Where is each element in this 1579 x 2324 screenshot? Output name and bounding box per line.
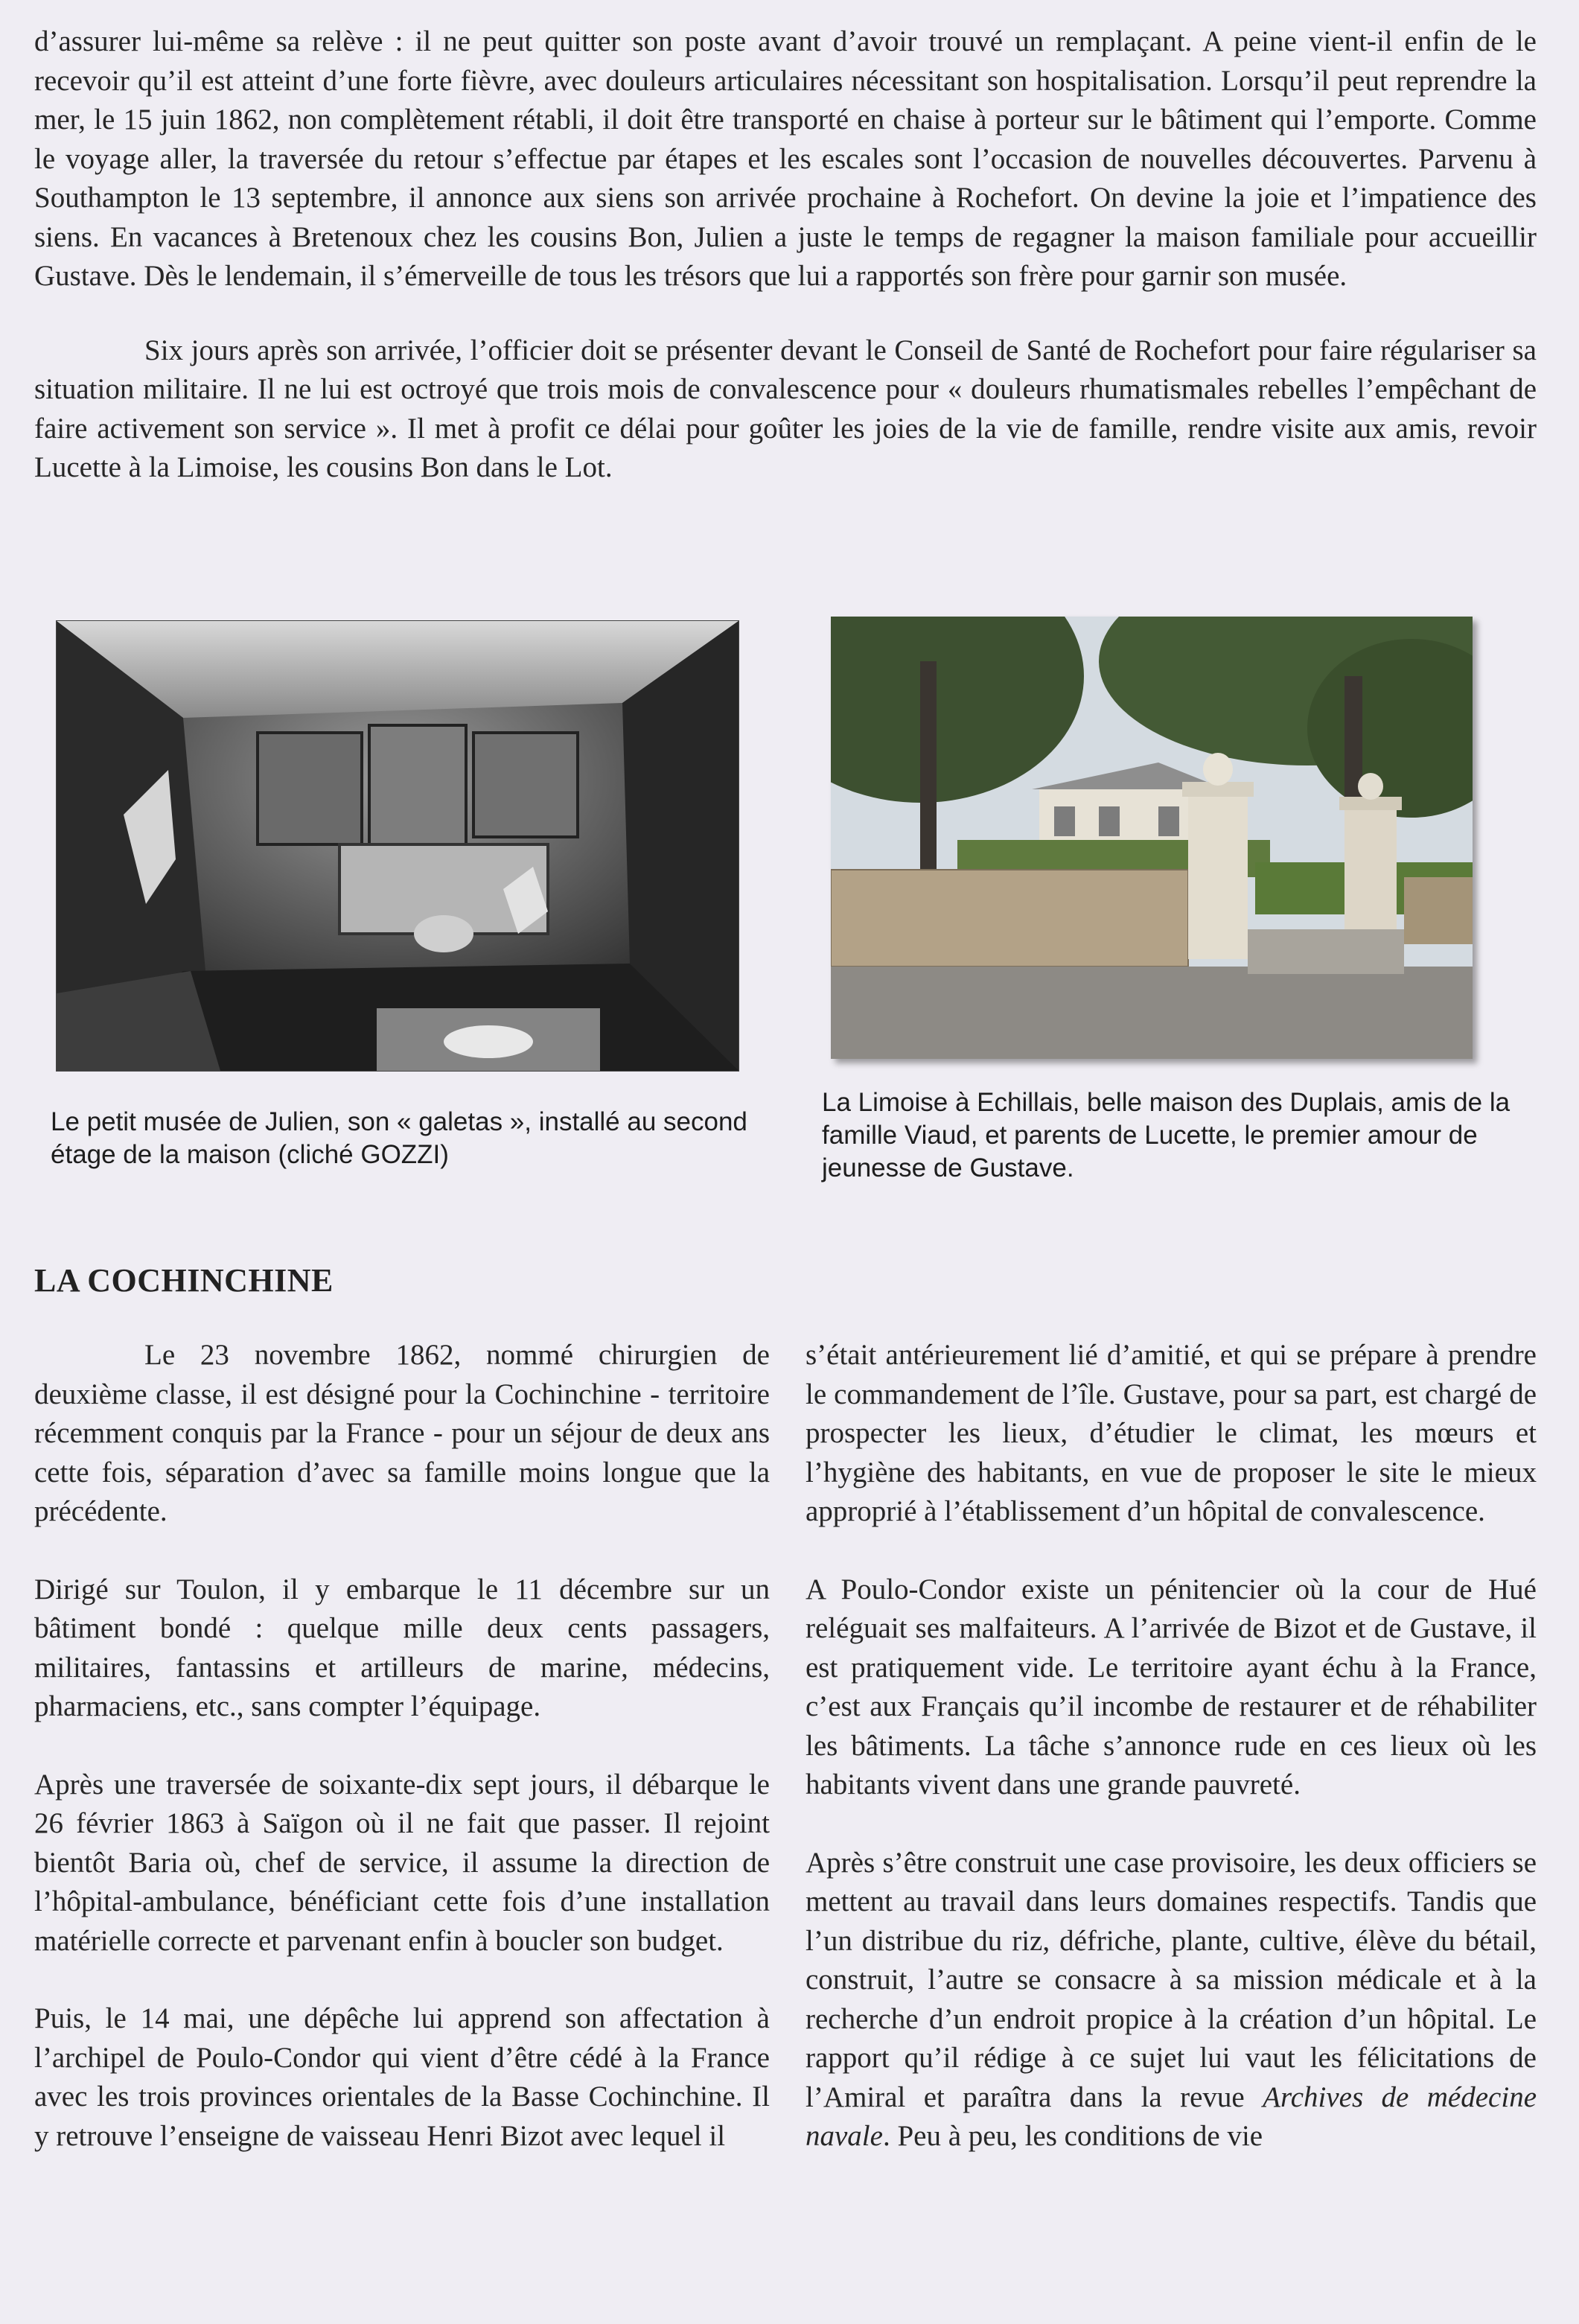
- left-paragraph-1: Le 23 novembre 1862, nommé chirurgien de deuxième classe, il est désigné pour la Cochinchine - territoire récemment conquis par la France - pour un séjour de deux ans cette fois, séparation d’avec sa famille moins longue que la précédente.: [34, 1339, 770, 1527]
- right-paragraph-3: [806, 1844, 1537, 2156]
- intro-text: [34, 22, 1537, 488]
- limoise-photo-caption: La Limoise à Echillais, belle maison des Duplais, amis de la famille Viaud, et parents de Lucette, le premier amour de jeunesse de Gustave.: [822, 1088, 1511, 1182]
- journal-title: Archives de médecine navale: [806, 2081, 1537, 2152]
- right-column: [806, 1336, 1537, 2156]
- right-paragraph-3-end: . Peu à peu, les conditions de vie: [882, 2120, 1263, 2152]
- left-paragraph-4: Puis, le 14 mai, une dépêche lui apprend son affectation à l’archipel de Poulo-Condor qui vient d’être cédé à la France avec les trois provinces orientales de la Basse Cochinchine. Il y retrouve l’enseigne de vaisseau Henri Bizot avec lequel il: [34, 2002, 770, 2152]
- museum-photo: [57, 621, 739, 1071]
- intro-paragraph-1: d’assurer lui-même sa relève : il ne peut quitter son poste avant d’avoir trouvé un remplaçant. A peine vient-il enfin de le recevoir qu’il est atteint d’une forte fièvre, avec douleurs articulaires nécessitant son hospitalisation. Lorsqu’il peut reprendre la mer, le 15 juin 1862, non complètement rétabli, il doit être transporté en chaise à porteur sur le bâtiment qui l’emporte. Comme le voyage aller, la traversée du retour s’effectue par étapes et les escales sont l’occasion de nouvelles découvertes. Parvenu à Southampton le 13 septembre, il annonce aux siens son arrivée prochaine à Rochefort. On devine la joie et l’impatience des siens. En vacances à Bretenoux chez les cousins Bon, Julien a juste le temps de regagner la maison familiale pour accueillir Gustave. Dès le lendemain, il s’émerveille de tous les trésors que lui a rapportés son frère pour garnir son musée.: [34, 25, 1537, 292]
- section-title: LA COCHINCHINE: [34, 1262, 334, 1299]
- limoise-photo: [831, 617, 1473, 1059]
- left-paragraph-2: Dirigé sur Toulon, il y embarque le 11 décembre sur un bâtiment bondé : quelque mille deux cents passagers, militaires, fantassins et artilleurs de marine, médecins, pharmaciens, etc., sans compter l’équipage.: [34, 1573, 770, 1722]
- museum-photo-image: [57, 621, 739, 1071]
- right-paragraph-2: A Poulo-Condor existe un pénitencier où la cour de Hué reléguait ses malfaiteurs. A l’arrivée de Bizot et de Gustave, il est pratiquement vide. Le territoire ayant échu à la France, c’est aux Français qu’il incombe de restaurer et de réhabiliter les bâtiments. La tâche s’annonce rude en ces lieux où les habitants vivent dans une grande pauvreté.: [806, 1573, 1537, 1801]
- limoise-photo-image: [831, 617, 1473, 1059]
- right-paragraph-3-text: Après s’être construit une case provisoire, les deux officiers se mettent au travail dans leurs domaines respectifs. Tandis que l’un distribue du riz, défriche, plante, cultive, élève du bétail, construit, l’autre se consacre à sa mission médicale et à la recherche d’un endroit propice à la création d’un hôpital. Le rapport qu’il rédige à ce sujet lui vaut les félicitations de l’Amiral et paraîtra dans la revue: [806, 1846, 1537, 2113]
- left-paragraph-3: Après une traversée de soixante-dix sept jours, il débarque le 26 février 1863 à Saïgon où il ne fait que passer. Il rejoint bientôt Baria où, chef de service, il assume la direction de l’hôpital-ambulance, bénéficiant cette fois d’une installation matérielle correcte et parvenant enfin à boucler son budget.: [34, 1768, 770, 1957]
- museum-photo-caption: Le petit musée de Julien, son « galetas », installé au second étage de la maison (cliché GOZZI): [51, 1107, 747, 1169]
- right-paragraph-1: s’était antérieurement lié d’amitié, et qui se prépare à prendre le commandement de l’île. Gustave, pour sa part, est chargé de prospecter les lieux, d’étudier le climat, les mœurs et l’hygiène des habitants, en vue de proposer le site le mieux approprié à l’établissement d’un hôpital de convalescence.: [806, 1339, 1537, 1527]
- left-column: [34, 1336, 770, 2156]
- intro-paragraph-2: Six jours après son arrivée, l’officier doit se présenter devant le Conseil de Santé de Rochefort pour faire régulariser sa situation militaire. Il ne lui est octroyé que trois mois de convalescence pour « douleurs rhumatismales rebelles l’empêchant de faire activement son service ». Il met à profit ce délai pour goûter les joies de la vie de famille, rendre visite aux amis, revoir Lucette à la Limoise, les cousins Bon dans le Lot.: [34, 334, 1537, 483]
